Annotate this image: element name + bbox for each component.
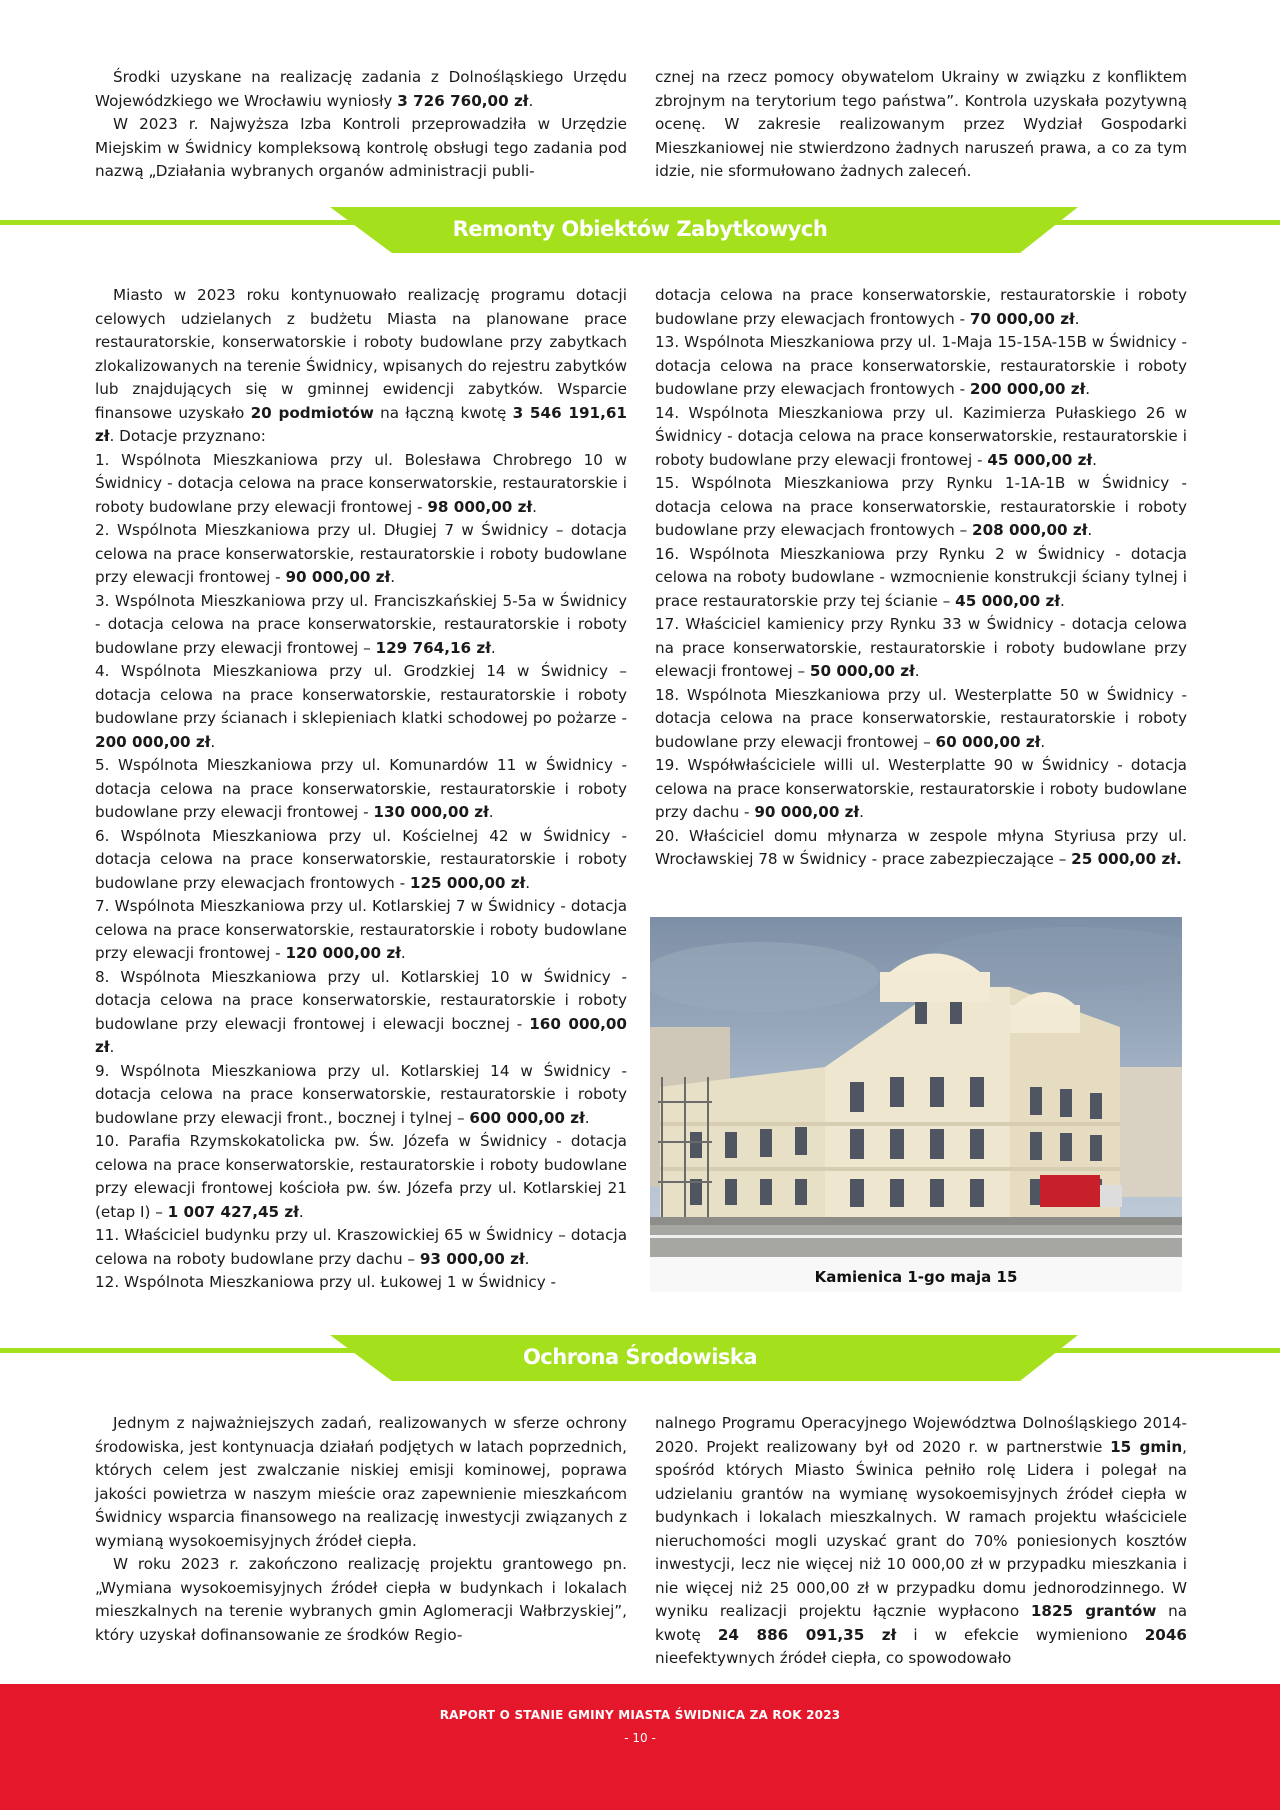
paragraph: 3. Wspólnota Mieszkaniowa przy ul. Franciszkańskiej 5-5a w Świdnicy - dotacja celowa na prace konserwatorskie, restauratorskie i roboty budowlane przy elewacji frontowej – 129 764,16 zł. [95,591,627,657]
paragraph: Środki uzyskane na realizację zadania z Dolnośląskiego Urzędu Wojewódzkiego we Wrocławiu wyniosły 3 726 760,00 zł. [95,68,627,110]
paragraph: dotacja celowa na prace konserwatorskie, restauratorskie i roboty budowlane przy elewacjach frontowych - 70 000,00 zł. [655,286,1187,328]
intro-right-column [655,66,1187,184]
paragraph: 13. Wspólnota Mieszkaniowa przy ul. 1-Maja 15-15A-15B w Świdnicy - dotacja celowa na prace konserwatorskie, restauratorskie i roboty budowlane przy elewacjach frontowych - 200 000,00 zł. [655,333,1187,398]
remonty-left-column [95,284,627,1295]
paragraph: 1. Wspólnota Mieszkaniowa przy ul. Bolesława Chrobrego 10 w Świdnicy - dotacja celowa na prace konserwatorskie, restauratorskie i roboty budowlane przy elewacji frontowej - 98 000,00 zł. [95,450,627,516]
paragraph: 9. Wspólnota Mieszkaniowa przy ul. Kotlarskiej 14 w Świdnicy - dotacja celowa na prace konserwatorskie, restauratorskie i roboty budowlane przy elewacji front., bocznej i tylnej – 600 000,00 zł. [95,1061,627,1127]
paragraph: 15. Wspólnota Mieszkaniowa przy Rynku 1-1A-1B w Świdnicy - dotacja celowa na prace konserwatorskie, restauratorskie i roboty budowlane przy elewacjach frontowych – 208 000,00 zł. [655,474,1187,539]
paragraph: cznej na rzecz pomocy obywatelom Ukrainy w związku z konfliktem zbrojnym na terytorium tego państwa”. Kontrola uzyskała pozytywną ocenę. W zakresie realizowanym przez Wydział Gospodarki Mieszkaniowej nie stwierdzono żadnych naruszeń prawa, a co za tym idzie, nie sformułowano żadnych zaleceń. [655,68,1187,180]
remonty-right-column [655,284,1187,872]
ochrona-left-column [95,1412,627,1647]
section-title-remonty: Remonty Obiektów Zabytkowych [452,217,828,241]
paragraph: 10. Parafia Rzymskokatolicka pw. Św. Józefa w Świdnicy - dotacja celowa na prace konserwatorskie, restauratorskie i roboty budowlane przy elewacji frontowej kościoła pw. św. Józefa przy ul. Kotlarskiej 21 (etap I) – 1 007 427,45 zł. [95,1132,627,1221]
paragraph: 17. Właściciel kamienicy przy Rynku 33 w Świdnicy - dotacja celowa na prace konserwatorskie, restauratorskie i roboty budowlane przy elewacji frontowej – 50 000,00 zł. [655,615,1187,680]
paragraph: Jednym z najważniejszych zadań, realizowanych w sferze ochrony środowiska, jest kontynuacja działań podjętych w latach poprzednich, których celem jest zwalczanie niskiej emisji kominowej, poprawa jakości powietrza w naszym mieście oraz zapewnienie mieszkańcom Świdnicy wsparcia finansowego na realizację inwestycji związanych z wymianą wysokoemisyjnych źródeł ciepła. [95,1414,627,1550]
paragraph: 20. Właściciel domu młynarza w zespole młyna Styriusa przy ul. Wrocławskiej 78 w Świdnicy - prace zabezpieczające – 25 000,00 zł. [655,826,1187,868]
paragraph: 5. Wspólnota Mieszkaniowa przy ul. Komunardów 11 w Świdnicy - dotacja celowa na prace konserwatorskie, restauratorskie i roboty budowlane przy elewacji frontowej - 130 000,00 zł. [95,756,627,821]
building-photo [650,917,1182,1292]
footer-title: RAPORT O STANIE GMINY MIASTA ŚWIDNICA ZA ROK 2023 [439,1708,841,1722]
intro-left-column [95,66,627,184]
page-number: - 10 - [624,1731,656,1745]
ochrona-right-column [655,1412,1187,1671]
paragraph: 8. Wspólnota Mieszkaniowa przy ul. Kotlarskiej 10 w Świdnicy - dotacja celowa na prace konserwatorskie, restauratorskie i roboty budowlane przy elewacji frontowej i elewacji bocznej - 160 000,00 zł. [95,967,627,1056]
paragraph: nalnego Programu Operacyjnego Województwa Dolnośląskiego 2014-2020. Projekt realizowany był od 2020 r. w partnerstwie 15 gmin, spośród których Miasto Świnica pełniło rolę Lidera i polegał na udzielaniu grantów na wymianę wysokoemisyjnych źródeł ciepła w budynkach i lokalach mieszkalnych. W ramach projektu właściciele nieruchomości mogli uzyskać grant do 70% poniesionych kosztów inwestycji, lecz nie więcej niż 10 000,00 zł w przypadku mieszkania i nie więcej niż 25 000,00 zł w przypadku domu jednorodzinnego. W wyniku realizacji projektu łącznie wypłacono 1825 grantów na kwotę 24 886 091,35 zł i w efekcie wymieniono 2046 nieefektywnych źródeł ciepła, co spowodowało [655,1414,1188,1667]
paragraph: Miasto w 2023 roku kontynuowało realizację programu dotacji celowych udzielanych z budżetu Miasta na planowane prace restauratorskie, konserwatorskie i roboty budowlane przy zabytkach zlokalizowanych na terenie Świdnicy, wpisanych do rejestru zabytków lub znajdujących się w gminnej ewidencji zabytków. Wsparcie finansowe uzyskało 20 podmiotów na łączną kwotę 3 546 191,61 zł. Dotacje przyznano: [95,286,627,445]
paragraph: 7. Wspólnota Mieszkaniowa przy ul. Kotlarskiej 7 w Świdnicy - dotacja celowa na prace konserwatorskie, restauratorskie i roboty budowlane przy elewacji frontowej - 120 000,00 zł. [95,897,627,962]
paragraph: 11. Właściciel budynku przy ul. Kraszowickiej 65 w Świdnicy – dotacja celowa na roboty budowlane przy dachu – 93 000,00 zł. [95,1226,627,1268]
paragraph: 2. Wspólnota Mieszkaniowa przy ul. Długiej 7 w Świdnicy – dotacja celowa na prace konserwatorskie, restauratorskie i roboty budowlane przy elewacji frontowej - 90 000,00 zł. [95,521,627,586]
paragraph: 16. Wspólnota Mieszkaniowa przy Rynku 2 w Świdnicy - dotacja celowa na roboty budowlane - wzmocnienie konstrukcji ściany tylnej i prace restauratorskie przy tej ścianie – 45 000,00 zł. [655,544,1187,610]
section-title-ochrona: Ochrona Środowiska [522,1345,758,1369]
footer-bar [0,1684,1280,1810]
paragraph: 19. Współwłaściciele willi ul. Westerplatte 90 w Świdnicy - dotacja celowa na prace konserwatorskie, restauratorskie i roboty budowlane przy dachu - 90 000,00 zł. [655,756,1187,821]
photo-caption: Kamienica 1-go maja 15 [814,1268,1018,1286]
paragraph: 4. Wspólnota Mieszkaniowa przy ul. Grodzkiej 14 w Świdnicy – dotacja celowa na prace konserwatorskie, restauratorskie i roboty budowlane przy ścianach i sklepieniach klatki schodowej po pożarze - 200 000,00 zł. [95,662,627,751]
paragraph: 14. Wspólnota Mieszkaniowa przy ul. Kazimierza Pułaskiego 26 w Świdnicy - dotacja celowa na prace konserwatorskie, restauratorskie i roboty budowlane przy elewacji frontowej - 45 000,00 zł. [655,403,1187,469]
paragraph: 12. Wspólnota Mieszkaniowa przy ul. Łukowej 1 w Świdnicy - [95,1273,556,1291]
paragraph: W roku 2023 r. zakończono realizację projektu grantowego pn. „Wymiana wysokoemisyjnych źródeł ciepła w budynkach i lokalach mieszkalnych na terenie wybranych gmin Aglomeracji Wałbrzyskiej”, który uzyskał dofinansowanie ze środków Regio- [95,1555,627,1644]
paragraph: 18. Wspólnota Mieszkaniowa przy ul. Westerplatte 50 w Świdnicy - dotacja celowa na prace konserwatorskie, restauratorskie i roboty budowlane przy elewacji frontowej – 60 000,00 zł. [655,685,1187,751]
paragraph: 6. Wspólnota Mieszkaniowa przy ul. Kościelnej 42 w Świdnicy - dotacja celowa na prace konserwatorskie, restauratorskie i roboty budowlane przy elewacjach frontowych - 125 000,00 zł. [95,826,627,892]
paragraph: W 2023 r. Najwyższa Izba Kontroli przeprowadziła w Urzędzie Miejskim w Świdnicy kompleksową kontrolę obsługi tego zadania pod nazwą „Działania wybranych organów administracji publi- [95,115,627,180]
